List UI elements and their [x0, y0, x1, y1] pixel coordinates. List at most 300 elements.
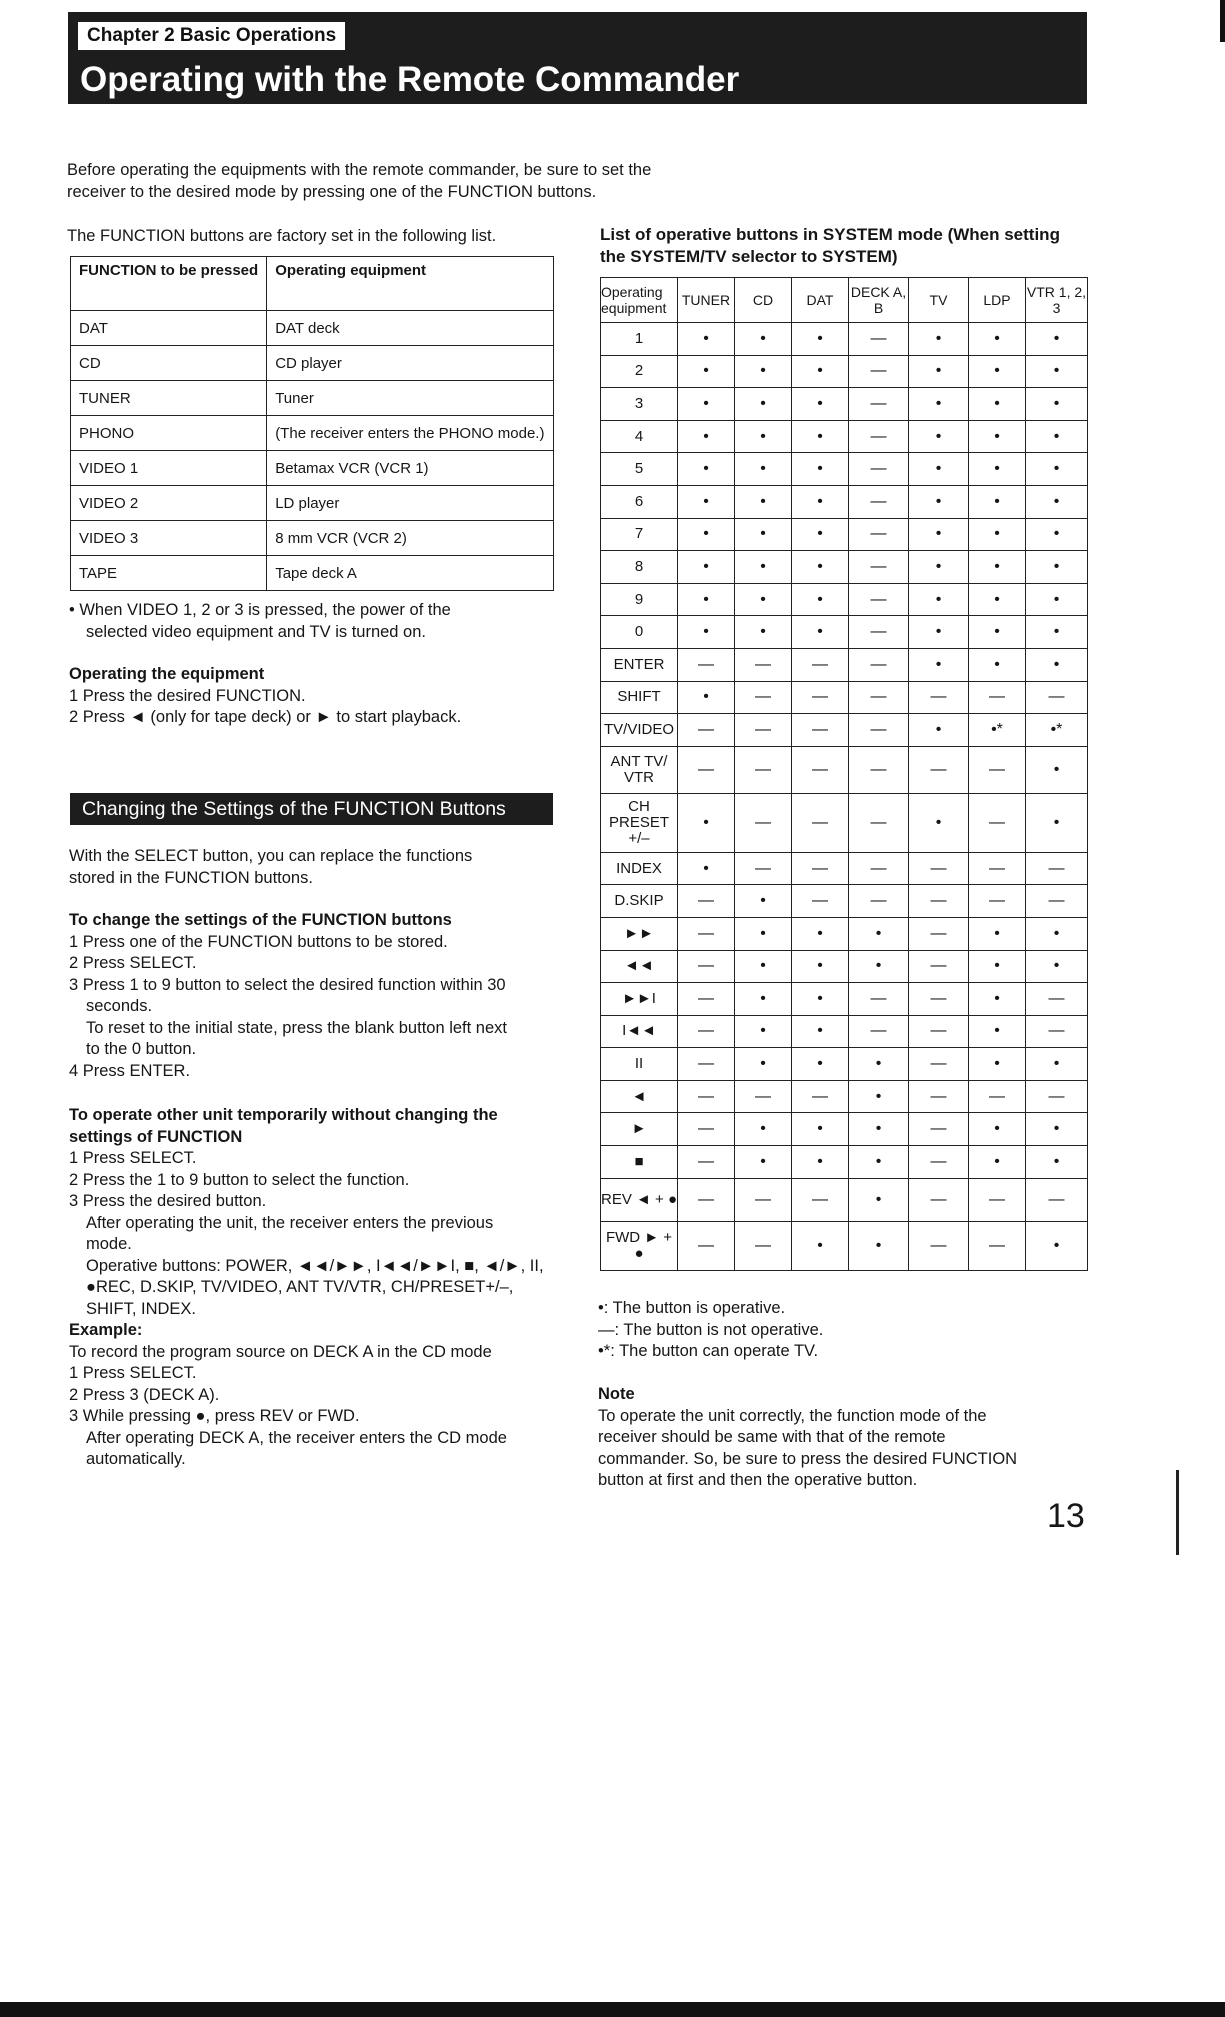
operability-cell: — [678, 714, 735, 747]
operability-cell: • [678, 485, 735, 518]
operability-cell: • [678, 616, 735, 649]
operability-cell: • [969, 420, 1026, 453]
system-table-header [601, 278, 1088, 323]
operability-cell: • [792, 950, 849, 983]
equipment-name: Tape deck A [267, 556, 554, 591]
operability-cell: — [678, 746, 735, 793]
operability-cell: • [678, 551, 735, 584]
table-row [71, 556, 554, 591]
operability-cell: •* [969, 714, 1026, 747]
operability-cell: — [909, 917, 969, 950]
operability-cell: — [849, 648, 909, 681]
table-row [601, 950, 1088, 983]
operability-cell: • [1026, 551, 1088, 584]
function-name: TUNER [71, 381, 267, 416]
operability-cell: — [735, 746, 792, 793]
operability-cell: • [1026, 518, 1088, 551]
operability-cell: • [849, 917, 909, 950]
operability-cell: • [735, 551, 792, 584]
operability-cell: — [735, 1221, 792, 1270]
button-name: 7 [601, 518, 678, 551]
operability-cell: • [909, 485, 969, 518]
operability-cell: — [969, 885, 1026, 918]
operability-cell: — [969, 746, 1026, 793]
button-name: I◄◄ [601, 1015, 678, 1048]
table-row [601, 983, 1088, 1016]
table-row [601, 885, 1088, 918]
operability-cell: — [849, 681, 909, 714]
table-row [601, 583, 1088, 616]
operability-cell: • [969, 648, 1026, 681]
chapter-label: Chapter 2 Basic Operations [78, 22, 345, 50]
function-table-header [71, 257, 554, 311]
operability-cell: — [1026, 681, 1088, 714]
function-name: PHONO [71, 416, 267, 451]
operability-cell: • [1026, 1048, 1088, 1081]
operability-cell: • [792, 388, 849, 421]
operability-cell: • [1026, 420, 1088, 453]
button-name: REV ◄ + ● [601, 1178, 678, 1221]
operability-cell: • [1026, 950, 1088, 983]
operability-cell: — [909, 983, 969, 1016]
button-name: ◄ [601, 1080, 678, 1113]
operability-cell: • [909, 551, 969, 584]
operability-cell: — [735, 714, 792, 747]
operability-cell: • [735, 485, 792, 518]
operability-cell: • [735, 1048, 792, 1081]
example-label: Example: [69, 1321, 143, 1339]
button-name: TV/VIDEO [601, 714, 678, 747]
operability-cell: • [909, 583, 969, 616]
operability-cell: — [969, 681, 1026, 714]
operability-cell: — [1026, 983, 1088, 1016]
operability-cell: • [735, 355, 792, 388]
change-settings-section: To change the settings of the FUNCTION buttons 1 Press one of the FUNCTION buttons to be stored. 2 Press SELECT. 3 Press 1 to 9 button to select the desired function within 30 seconds. To reset to the initial state, press the blank button left next to the 0 button. 4 Press ENTER. [69, 911, 507, 1080]
operability-cell: — [849, 746, 909, 793]
column-header: DAT [792, 278, 849, 323]
table-row [601, 551, 1088, 584]
video-note: • When VIDEO 1, 2 or 3 is pressed, the power of the selected video equipment and TV is turned on. [69, 601, 451, 641]
column-header: DECK A, B [849, 278, 909, 323]
operability-cell: • [678, 420, 735, 453]
column-header: Operating equipment [601, 278, 678, 323]
operability-cell: — [909, 1146, 969, 1179]
table-row [601, 746, 1088, 793]
operability-cell: • [792, 983, 849, 1016]
operability-cell: • [1026, 1146, 1088, 1179]
function-name: CD [71, 346, 267, 381]
table-row [601, 1080, 1088, 1113]
operability-cell: • [1026, 388, 1088, 421]
operability-cell: — [909, 1080, 969, 1113]
operating-heading: Operating the equipment [69, 665, 265, 683]
operability-cell: — [849, 793, 909, 852]
operability-cell: • [909, 388, 969, 421]
operability-cell: • [969, 616, 1026, 649]
change-heading: To change the settings of the FUNCTION buttons [69, 911, 452, 929]
button-name: 9 [601, 583, 678, 616]
system-mode-table [600, 277, 1088, 1271]
operability-cell: — [735, 1080, 792, 1113]
button-name: ANT TV/ VTR [601, 746, 678, 793]
table-row [601, 420, 1088, 453]
operability-cell: — [792, 885, 849, 918]
operability-cell: • [969, 1113, 1026, 1146]
operability-cell: • [792, 323, 849, 356]
operability-cell: • [969, 950, 1026, 983]
header-function: FUNCTION to be pressed [71, 257, 267, 311]
operability-cell: — [735, 1178, 792, 1221]
operability-cell: • [1026, 485, 1088, 518]
table-row [601, 1048, 1088, 1081]
operability-cell: •* [1026, 714, 1088, 747]
table-row [601, 852, 1088, 885]
function-name: VIDEO 1 [71, 451, 267, 486]
operability-cell: • [849, 1221, 909, 1270]
operability-cell: • [1026, 1221, 1088, 1270]
button-name: D.SKIP [601, 885, 678, 918]
operability-cell: — [792, 714, 849, 747]
button-name: ENTER [601, 648, 678, 681]
operability-cell: • [792, 485, 849, 518]
function-name: VIDEO 2 [71, 486, 267, 521]
operability-cell: — [909, 950, 969, 983]
operability-cell: • [909, 420, 969, 453]
operability-cell: — [969, 852, 1026, 885]
operability-cell: • [792, 1048, 849, 1081]
button-name: ► [601, 1113, 678, 1146]
operability-cell: • [969, 355, 1026, 388]
operability-cell: — [678, 885, 735, 918]
equipment-name: (The receiver enters the PHONO mode.) [267, 416, 554, 451]
operability-cell: • [909, 518, 969, 551]
operability-cell: • [735, 616, 792, 649]
operability-cell: • [735, 885, 792, 918]
operability-cell: • [909, 453, 969, 486]
button-name: 3 [601, 388, 678, 421]
table-row [601, 355, 1088, 388]
operability-cell: • [678, 388, 735, 421]
system-table-title: List of operative buttons in SYSTEM mode (When setting the SYSTEM/TV selector to SYSTEM) [600, 225, 1060, 266]
operability-cell: — [849, 1015, 909, 1048]
section-intro: With the SELECT button, you can replace the functions stored in the FUNCTION buttons. [69, 847, 473, 887]
operability-cell: — [969, 1221, 1026, 1270]
table-row [71, 486, 554, 521]
operability-cell: • [735, 1146, 792, 1179]
operability-cell: • [678, 681, 735, 714]
operability-cell: • [1026, 917, 1088, 950]
page-title: Operating with the Remote Commander [80, 60, 740, 99]
operability-cell: — [969, 793, 1026, 852]
operability-cell: • [792, 453, 849, 486]
chapter-header [68, 12, 1087, 104]
operability-cell: — [678, 983, 735, 1016]
operability-cell: • [1026, 453, 1088, 486]
operability-cell: • [1026, 323, 1088, 356]
temporary-operation-section: To operate other unit temporarily without changing the settings of FUNCTION 1 Press SELECT. 2 Press the 1 to 9 button to select the function. 3 Press the desired button. After operating the unit, the receiver enters the previous mode. Operative buttons: POWER, ◄◄/►►, I◄◄/►►I, ■, ◄/►, II, ●REC, D.SKIP, TV/VIDEO, ANT TV/VTR, CH/PRESET+/–, SHIFT, INDEX. Example: To record the program source on DECK A in the CD mode 1 Press SELECT. 2 Press 3 (DECK A). 3 While pressing ●, press REV or FWD. After operating DECK A, the receiver enters the CD mode automatically. [69, 1106, 544, 1468]
button-name: ►►I [601, 983, 678, 1016]
table-row [601, 323, 1088, 356]
operability-cell: • [969, 485, 1026, 518]
operability-cell: • [969, 323, 1026, 356]
operability-cell: • [678, 852, 735, 885]
operability-cell: — [678, 1048, 735, 1081]
button-name: ►► [601, 917, 678, 950]
function-name: DAT [71, 311, 267, 346]
operability-cell: • [969, 583, 1026, 616]
table-row [601, 648, 1088, 681]
operability-cell: — [849, 714, 909, 747]
scan-bottom-edge [0, 2002, 1225, 2017]
table-row [601, 453, 1088, 486]
operability-cell: — [792, 1080, 849, 1113]
operability-cell: — [678, 1015, 735, 1048]
operability-cell: — [678, 1113, 735, 1146]
operability-cell: • [969, 983, 1026, 1016]
table-row [71, 311, 554, 346]
operability-cell: — [849, 355, 909, 388]
operability-cell: • [969, 388, 1026, 421]
operability-cell: — [909, 1221, 969, 1270]
table-row [601, 1015, 1088, 1048]
equipment-name: CD player [267, 346, 554, 381]
button-name: 2 [601, 355, 678, 388]
operability-cell: — [792, 648, 849, 681]
operability-cell: • [1026, 355, 1088, 388]
button-name: SHIFT [601, 681, 678, 714]
operability-cell: — [849, 485, 909, 518]
operability-cell: — [849, 983, 909, 1016]
button-name: ◄◄ [601, 950, 678, 983]
operability-cell: • [909, 793, 969, 852]
operability-cell: — [909, 746, 969, 793]
button-name: FWD ► + ● [601, 1221, 678, 1270]
operability-cell: • [678, 793, 735, 852]
operability-cell: • [1026, 648, 1088, 681]
header-equipment: Operating equipment [267, 257, 554, 311]
operability-cell: • [735, 323, 792, 356]
table-row [71, 521, 554, 556]
operability-cell: — [678, 917, 735, 950]
operability-cell: • [735, 453, 792, 486]
operability-cell: — [735, 852, 792, 885]
button-name: CH PRESET +/– [601, 793, 678, 852]
edge-mark [1176, 1470, 1179, 1555]
operability-cell: • [735, 420, 792, 453]
table-row [71, 346, 554, 381]
table-row [601, 714, 1088, 747]
operability-cell: • [678, 355, 735, 388]
operability-cell: — [792, 852, 849, 885]
operability-cell: — [849, 420, 909, 453]
operability-cell: — [969, 1080, 1026, 1113]
operability-cell: — [1026, 885, 1088, 918]
function-table-intro: The FUNCTION buttons are factory set in the following list. [67, 227, 497, 245]
page-number: 13 [1047, 1497, 1085, 1535]
operability-cell: • [735, 950, 792, 983]
operability-cell: — [678, 1080, 735, 1113]
operability-cell: • [969, 518, 1026, 551]
column-header: LDP [969, 278, 1026, 323]
operability-cell: — [735, 681, 792, 714]
operability-cell: — [909, 1178, 969, 1221]
operability-cell: — [849, 518, 909, 551]
operability-cell: — [735, 793, 792, 852]
operability-cell: • [735, 983, 792, 1016]
operability-cell: • [792, 518, 849, 551]
table-row [601, 388, 1088, 421]
operability-cell: — [909, 681, 969, 714]
table-row [601, 1113, 1088, 1146]
table-row [601, 485, 1088, 518]
operability-cell: • [678, 518, 735, 551]
operability-cell: • [969, 1048, 1026, 1081]
operability-cell: • [678, 453, 735, 486]
operability-cell: — [849, 583, 909, 616]
table-row [601, 1146, 1088, 1179]
operability-cell: • [849, 1080, 909, 1113]
operability-cell: • [1026, 746, 1088, 793]
operability-cell: — [849, 616, 909, 649]
operability-cell: • [849, 1048, 909, 1081]
button-name: 0 [601, 616, 678, 649]
operability-cell: • [969, 1015, 1026, 1048]
button-name: INDEX [601, 852, 678, 885]
operability-cell: — [1026, 852, 1088, 885]
operability-cell: — [735, 648, 792, 681]
operability-cell: — [792, 746, 849, 793]
table-row [601, 1178, 1088, 1221]
equipment-name: Betamax VCR (VCR 1) [267, 451, 554, 486]
operability-cell: — [849, 885, 909, 918]
operability-cell: • [792, 1113, 849, 1146]
operability-cell: — [792, 793, 849, 852]
operating-section: Operating the equipment 1 Press the desired FUNCTION. 2 Press ◄ (only for tape deck) or ► to start playback. [69, 665, 462, 726]
equipment-name: LD player [267, 486, 554, 521]
operability-cell: • [792, 616, 849, 649]
legend: •: The button is operative. —: The button is not operative. •*: The button can operate TV. [598, 1299, 824, 1360]
operability-cell: • [909, 323, 969, 356]
edge-mark [1220, 0, 1225, 42]
operability-cell: • [909, 355, 969, 388]
operability-cell: • [735, 917, 792, 950]
equipment-name: DAT deck [267, 311, 554, 346]
button-name: II [601, 1048, 678, 1081]
equipment-name: Tuner [267, 381, 554, 416]
operability-cell: — [792, 1178, 849, 1221]
operability-cell: — [678, 1221, 735, 1270]
operability-cell: — [849, 551, 909, 584]
operability-cell: • [792, 1146, 849, 1179]
operability-cell: • [792, 420, 849, 453]
operability-cell: • [792, 551, 849, 584]
operability-cell: • [849, 1146, 909, 1179]
operability-cell: • [735, 518, 792, 551]
operability-cell: • [1026, 616, 1088, 649]
operability-cell: — [849, 388, 909, 421]
operability-cell: • [969, 453, 1026, 486]
operability-cell: — [1026, 1080, 1088, 1113]
operability-cell: — [909, 852, 969, 885]
table-row [601, 518, 1088, 551]
operability-cell: — [909, 1113, 969, 1146]
operability-cell: • [1026, 793, 1088, 852]
operability-cell: • [735, 583, 792, 616]
operability-cell: • [792, 583, 849, 616]
button-name: ■ [601, 1146, 678, 1179]
table-row [601, 681, 1088, 714]
operability-cell: • [909, 714, 969, 747]
operability-cell: — [909, 1015, 969, 1048]
operability-cell: — [849, 453, 909, 486]
operability-cell: • [792, 355, 849, 388]
button-name: 1 [601, 323, 678, 356]
function-name: TAPE [71, 556, 267, 591]
function-table [70, 256, 554, 591]
table-row [71, 451, 554, 486]
operability-cell: • [969, 1146, 1026, 1179]
intro-text: Before operating the equipments with the remote commander, be sure to set the receiver to the desired mode by pressing one of the FUNCTION buttons. [67, 161, 652, 201]
operability-cell: • [792, 1221, 849, 1270]
operability-cell: — [678, 648, 735, 681]
operability-cell: — [678, 950, 735, 983]
operability-cell: — [678, 1146, 735, 1179]
operability-cell: • [969, 917, 1026, 950]
button-name: 6 [601, 485, 678, 518]
operability-cell: — [969, 1178, 1026, 1221]
operability-cell: • [792, 917, 849, 950]
table-row [71, 381, 554, 416]
operability-cell: — [678, 1178, 735, 1221]
section-title-bar: Changing the Settings of the FUNCTION Buttons [70, 793, 553, 825]
operability-cell: • [735, 1015, 792, 1048]
operability-cell: — [909, 885, 969, 918]
equipment-name: 8 mm VCR (VCR 2) [267, 521, 554, 556]
operability-cell: • [849, 1178, 909, 1221]
operability-cell: • [909, 648, 969, 681]
operability-cell: — [849, 852, 909, 885]
column-header: TV [909, 278, 969, 323]
operability-cell: • [849, 950, 909, 983]
button-name: 4 [601, 420, 678, 453]
column-header: TUNER [678, 278, 735, 323]
note-heading: Note [598, 1385, 635, 1403]
table-row [601, 1221, 1088, 1270]
operability-cell: • [792, 1015, 849, 1048]
table-row [601, 793, 1088, 852]
table-row [601, 616, 1088, 649]
operability-cell: • [678, 323, 735, 356]
operability-cell: • [969, 551, 1026, 584]
operability-cell: • [678, 583, 735, 616]
operability-cell: — [849, 323, 909, 356]
operability-cell: • [735, 1113, 792, 1146]
operability-cell: • [1026, 1113, 1088, 1146]
function-name: VIDEO 3 [71, 521, 267, 556]
operability-cell: — [1026, 1015, 1088, 1048]
operability-cell: — [792, 681, 849, 714]
operability-cell: • [735, 388, 792, 421]
table-row [71, 416, 554, 451]
column-header: VTR 1, 2, 3 [1026, 278, 1088, 323]
table-row [601, 917, 1088, 950]
note-section: Note To operate the unit correctly, the function mode of the receiver should be same with that of the remote commander. So, be sure to press the desired FUNCTION button at first and then the operative button. [598, 1385, 1018, 1489]
operability-cell: • [1026, 583, 1088, 616]
button-name: 8 [601, 551, 678, 584]
column-header: CD [735, 278, 792, 323]
operability-cell: — [1026, 1178, 1088, 1221]
operability-cell: • [849, 1113, 909, 1146]
